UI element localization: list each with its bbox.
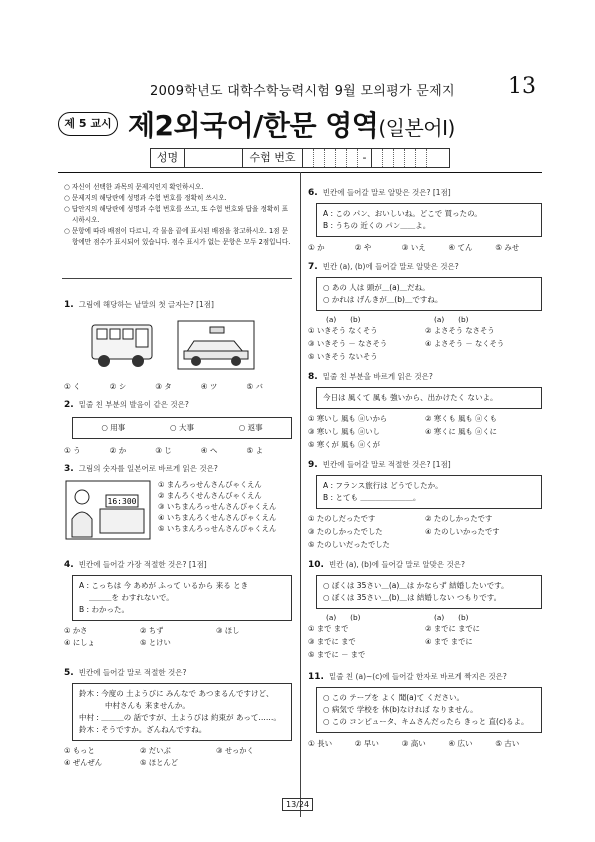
q8-option[interactable]: ① 寒いし 風も ⓐいから: [308, 414, 388, 423]
q9-options: [308, 514, 542, 550]
subject-main: 제2외국어/한문 영역: [128, 109, 379, 142]
q1-number: 1.: [64, 300, 74, 310]
q4-number: 4.: [64, 560, 74, 570]
q2-options: [64, 445, 292, 456]
q4-option[interactable]: ④ にしょ: [64, 638, 95, 647]
q3-number: 3.: [64, 464, 74, 474]
instructions: [64, 182, 292, 248]
q7-options: [308, 326, 542, 362]
q3-options: [158, 479, 276, 541]
q1-option[interactable]: ① く: [64, 382, 81, 391]
exam-no-cell[interactable]: [394, 149, 405, 167]
q9-option[interactable]: ③ たのしかったでした: [308, 527, 383, 536]
q7-sentences: [316, 277, 542, 311]
q7-option[interactable]: ④ よさそう － なくそう: [425, 339, 505, 348]
sentence-line: ○ 病気で 学校を 休(b)なければ なりません。: [323, 705, 478, 714]
q1-images: [88, 319, 292, 371]
subject-sub: (일본어Ⅰ): [378, 116, 455, 140]
q9-option[interactable]: ① たのしだったです: [308, 514, 376, 523]
question-8: [308, 364, 542, 450]
q7-option[interactable]: ③ いきそう － なさそう: [308, 339, 388, 348]
q8-option[interactable]: ③ 寒いし 風も ⓐいし: [308, 427, 380, 436]
q9-dialogue: [316, 475, 542, 509]
bus-illustration: [88, 319, 158, 371]
q6-options: [308, 242, 542, 253]
q2-words: [72, 417, 292, 439]
q6-text: 빈칸에 들어갈 말로 알맞은 것은? [1점]: [322, 188, 451, 197]
q5-dialogue: [72, 683, 292, 741]
notes-rule: [62, 278, 292, 279]
q4-text: 빈칸에 들어갈 가장 적절한 것은? [1점]: [78, 560, 207, 569]
dialogue-line: B : うちの 近くの パン＿＿よ。: [323, 221, 431, 230]
q3-option[interactable]: ② まんろくせんさんびゃくえん: [158, 491, 262, 500]
dialogue-line: ＿＿＿を わすれないで。: [89, 593, 174, 602]
q7-option[interactable]: ⑤ いきそう ないそう: [308, 352, 378, 361]
q10-sentences: [316, 575, 542, 609]
q2-option[interactable]: ③ じ: [155, 446, 172, 455]
q2-word: ○ 用事: [101, 423, 126, 432]
page-footer: [282, 798, 313, 811]
q2-option[interactable]: ④ へ: [200, 446, 218, 455]
exam-no-cell[interactable]: [416, 149, 427, 167]
q11-option[interactable]: ③ 高い: [401, 739, 426, 748]
question-9: [308, 452, 542, 550]
exam-no-cell[interactable]: [383, 149, 394, 167]
q7-column-heads: [308, 315, 542, 324]
q4-options: [64, 626, 292, 648]
question-6: [308, 180, 542, 253]
q3-body: [64, 479, 292, 541]
q8-option[interactable]: ⑤ 寒くが 風も ⓐくが: [308, 440, 380, 449]
q4-option[interactable]: ② ちず: [140, 626, 164, 635]
q10-options: [308, 624, 542, 660]
q2-word: ○ 返事: [238, 423, 263, 432]
q8-option[interactable]: ② 寒くも 風も ⓐくも: [425, 414, 497, 423]
instruction-item: ○ 답안지의 해당란에 성명과 수험 번호를 쓰고, 또 수험 번호와 답을 정확히 표시하시오.: [64, 205, 289, 224]
q6-number: 6.: [308, 188, 318, 198]
q2-number: 2.: [64, 400, 74, 410]
name-label: 성명: [151, 149, 185, 167]
q11-number: 11.: [308, 672, 324, 682]
column-head: (a) (b): [326, 315, 361, 324]
q1-option[interactable]: ③ タ: [155, 382, 172, 391]
q8-option[interactable]: ④ 寒くに 風も ⓐくに: [425, 427, 497, 436]
q3-option[interactable]: ⑤ いちまんろっせんさんびゃくえん: [158, 524, 277, 533]
instruction-item: ○ 문항에 따라 배점이 다르니, 각 물음 끝에 표시된 배점을 참고하시오. 1점 문항에만 점수가 표시되어 있습니다. 점수 표시가 없는 문항은 모두 2점입니다.: [64, 227, 291, 246]
exam-no-cell[interactable]: [347, 149, 358, 167]
sentence-line: ○ この テープを よく 聞(a)て ください。: [323, 693, 465, 702]
q10-text: 빈칸 (a), (b)에 들어갈 말로 알맞은 것은?: [329, 560, 465, 569]
exam-no-cell[interactable]: [336, 149, 347, 167]
sentence-line: ○ あの 人は 頭が＿(a)＿だね。: [323, 283, 430, 292]
q6-option[interactable]: ⑤ みせ: [495, 243, 520, 252]
column-divider: [300, 172, 301, 817]
q9-option[interactable]: ④ たのしいかったです: [425, 527, 500, 536]
session-badge: 제 5 교시: [58, 112, 118, 136]
q11-text: 밑줄 친 (a)~(c)에 들어갈 한자로 바르게 짝지은 것은?: [329, 672, 507, 681]
q9-text: 빈칸에 들어갈 말로 적절한 것은? [1점]: [322, 460, 451, 469]
q6-option[interactable]: ③ いえ: [401, 243, 426, 252]
q11-option[interactable]: ① 長い: [308, 739, 333, 748]
q2-text: 밑줄 친 부분의 발음이 같은 것은?: [78, 400, 189, 409]
q10-option[interactable]: ② までに までに: [425, 624, 480, 633]
dialogue-line: B : とても ＿＿＿＿＿＿＿。: [323, 493, 421, 502]
q9-option[interactable]: ② たのしかったです: [425, 514, 493, 523]
q5-option[interactable]: ① もっと: [64, 746, 95, 755]
register-illustration: [64, 479, 152, 541]
q4-dialogue: [72, 575, 292, 621]
instruction-item: ○ 자신이 선택한 과목의 문제지인지 확인하시오.: [64, 183, 204, 191]
q5-options: [64, 746, 292, 768]
question-2: [64, 392, 292, 456]
column-head: (a) (b): [326, 613, 361, 622]
question-1: [64, 292, 292, 392]
sentence-line: ○ この コンピュータ、キムさんだったら きっと 直(c)るよ。: [323, 717, 529, 726]
question-4: [64, 552, 292, 648]
sentence-line: ○ ぼくは 35さい＿(b)＿は 結婚しない つもりです。: [323, 593, 502, 602]
page-indicator: 13/24: [282, 798, 313, 811]
exam-no-cell[interactable]: [325, 149, 336, 167]
q5-text: 빈칸에 들어갈 말로 적절한 것은?: [78, 668, 187, 677]
column-head: (a) (b): [434, 315, 469, 324]
q8-number: 8.: [308, 372, 318, 382]
q1-option[interactable]: ② シ: [109, 382, 127, 391]
q6-option[interactable]: ④ てん: [448, 243, 473, 252]
q8-text: 밑줄 친 부분을 바르게 읽은 것은?: [322, 372, 433, 381]
q10-option[interactable]: ① まで まで: [308, 624, 349, 633]
dialogue-line: A : フランス旅行は どうでしたか。: [323, 481, 443, 490]
exam-no-label: 수험 번호: [243, 149, 303, 167]
q10-column-heads: [308, 613, 542, 622]
exam-no-cell[interactable]: [314, 149, 325, 167]
q11-option[interactable]: ⑤ 古い: [495, 739, 520, 748]
dialogue-line: 鈴木 : そうですか。ざんねんですね。: [79, 725, 207, 734]
q5-option[interactable]: ③ せっかく: [216, 746, 254, 755]
taxi-illustration: [176, 319, 256, 371]
q1-option[interactable]: ④ ツ: [200, 382, 218, 391]
q11-options: [308, 738, 542, 749]
exam-no-cell[interactable]: [303, 149, 314, 167]
sentence-line: ○ かれは げんきが＿(b)＿ですね。: [323, 295, 443, 304]
q5-number: 5.: [64, 668, 74, 678]
q10-option[interactable]: ⑤ までに － まで: [308, 650, 366, 659]
instruction-item: ○ 문제지의 해당란에 성명과 수험 번호를 정확히 쓰시오.: [64, 194, 227, 202]
q11-option[interactable]: ② 早い: [354, 739, 379, 748]
q10-option[interactable]: ④ まで までに: [425, 637, 473, 646]
q5-option[interactable]: ④ ぜんぜん: [64, 758, 103, 767]
q7-option[interactable]: ① いきそう なくそう: [308, 326, 378, 335]
q3-option[interactable]: ① まんろっせんさんびゃくえん: [158, 480, 262, 489]
question-7: [308, 254, 542, 362]
exam-no-cell[interactable]: [372, 149, 383, 167]
q1-text: 그림에 해당하는 낱말의 첫 글자는? [1점]: [78, 300, 214, 309]
q7-text: 빈칸 (a), (b)에 들어갈 말로 알맞은 것은?: [322, 262, 459, 271]
q10-option[interactable]: ③ までに まで: [308, 637, 356, 646]
q9-option[interactable]: ⑤ たのしいだったでした: [308, 540, 390, 549]
q10-number: 10.: [308, 560, 324, 570]
q8-options: [308, 414, 542, 450]
q1-option[interactable]: ⑤ バ: [246, 382, 263, 391]
q6-option[interactable]: ① か: [308, 243, 325, 252]
q7-option[interactable]: ② よさそう なさそう: [425, 326, 495, 335]
name-field[interactable]: [185, 149, 243, 167]
sentence-line: ○ ぼくは 35さい＿(a)＿は かならず 結婚したいです。: [323, 581, 509, 590]
dialogue-line: 中村 : ＿＿＿の 話ですが、土ようびは 約束が あって……。: [79, 713, 281, 722]
exam-no-dash: -: [358, 149, 372, 167]
q5-option[interactable]: ⑤ ほとんど: [140, 758, 179, 767]
q2-option[interactable]: ② か: [109, 446, 127, 455]
q6-option[interactable]: ② や: [354, 243, 372, 252]
subject-title: [128, 104, 455, 144]
q11-sentences: [316, 687, 542, 733]
dialogue-line: A : この パン、おいしいね。どこで 買ったの。: [323, 209, 482, 218]
q2-option[interactable]: ⑤ よ: [246, 446, 263, 455]
q2-word: ○ 大事: [170, 423, 194, 432]
q2-option[interactable]: ① う: [64, 446, 81, 455]
dialogue-line: B : わかった。: [79, 605, 129, 614]
q5-option[interactable]: ② だいぶ: [140, 746, 171, 755]
question-11: [308, 664, 542, 749]
exam-title: 2009학년도 대학수학능력시험 9월 모의평가 문제지: [150, 84, 455, 99]
column-head: (a) (b): [434, 613, 469, 622]
q9-number: 9.: [308, 460, 318, 470]
q8-sentence: 今日は 風くて 風も 強いから、出かけたく ないよ。: [316, 387, 542, 409]
exam-no-cell[interactable]: [405, 149, 416, 167]
q4-option[interactable]: ① かさ: [64, 626, 88, 635]
q1-options: [64, 381, 292, 392]
register-display: 16:300: [107, 497, 137, 506]
q6-dialogue: [316, 203, 542, 237]
dialogue-line: A : こっちは 今 あめが ふって いるから 来る とき: [79, 581, 249, 590]
id-row: [150, 148, 450, 168]
q4-option[interactable]: ③ ほし: [216, 626, 240, 635]
q4-option[interactable]: ⑤ とけい: [140, 638, 171, 647]
q3-text: 그림의 숫자를 일본어로 바르게 읽은 것은?: [78, 464, 218, 473]
question-10: [308, 552, 542, 660]
q3-option[interactable]: ③ いちまんろっせんさんびゃくえん: [158, 502, 277, 511]
dialogue-line: 中村さんも 来ませんか。: [105, 701, 190, 710]
dialogue-line: 鈴木 : 今度の 土ようびに みんなで あつまるんですけど、: [79, 689, 274, 698]
q3-option[interactable]: ④ いちまんろくせんさんびゃくえん: [158, 513, 277, 522]
q11-option[interactable]: ④ 広い: [448, 739, 473, 748]
page-number: 13: [508, 74, 536, 99]
question-3: [64, 456, 292, 541]
q7-number: 7.: [308, 262, 318, 272]
question-5: [64, 660, 292, 768]
